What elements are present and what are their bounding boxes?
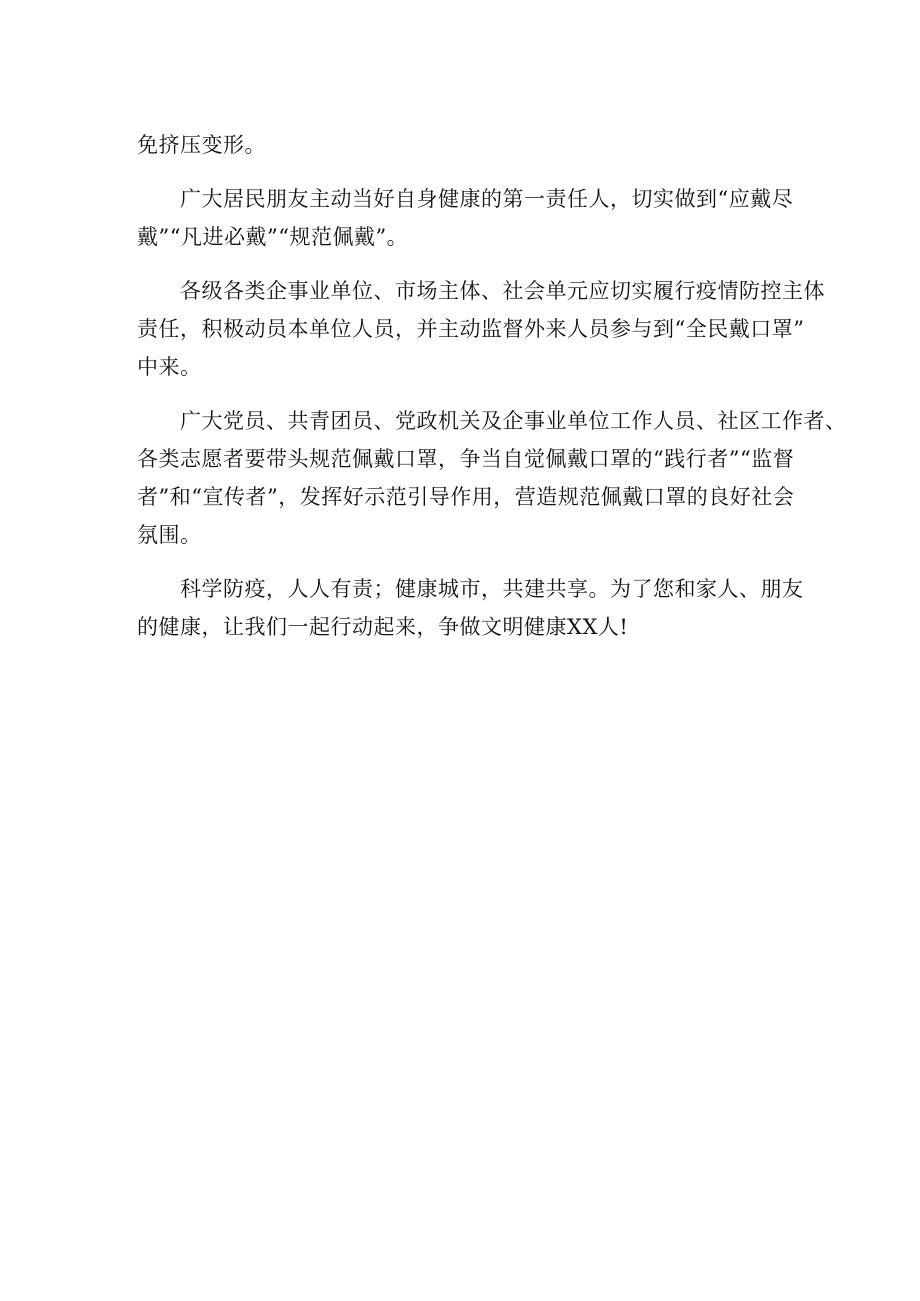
- paragraph-line: 各级各类企事业单位、市场主体、社会单元应切实履行疫情防控主体: [180, 279, 825, 303]
- paragraph-line: 戴”“凡进必戴”“规范佩戴”。: [137, 225, 409, 249]
- paragraph-line: 广大党员、共青团员、党政机关及企事业单位工作人员、社区工作者、: [180, 409, 847, 433]
- paragraph-line: 广大居民朋友主动当好自身健康的第一责任人，切实做到“应戴尽: [180, 187, 794, 211]
- paragraph-5: [137, 570, 804, 646]
- paragraph-line: 中来。: [137, 355, 202, 379]
- paragraph-line: 氛围。: [137, 523, 202, 547]
- paragraph-line: 责任，积极动员本单位人员，并主动监督外来人员参与到“全民戴口罩”: [137, 317, 805, 341]
- paragraph-line: 的健康，让我们一起行动起来，争做文明健康XX人!: [137, 615, 629, 639]
- paragraph-2: [137, 180, 794, 256]
- paragraph-1: [137, 126, 783, 164]
- paragraph-line: 免挤压变形。: [137, 133, 266, 157]
- document-body: [137, 126, 847, 662]
- paragraph-4: [137, 402, 847, 554]
- paragraph-line: 科学防疫，人人有责；健康城市，共建共享。为了您和家人、朋友: [180, 577, 804, 601]
- paragraph-line: 各类志愿者要带头规范佩戴口罩，争当自觉佩戴口罩的“践行者”“监督: [137, 447, 795, 471]
- paragraph-3: [137, 272, 825, 386]
- paragraph-line: 者”和“宣传者”，发挥好示范引导作用，营造规范佩戴口罩的良好社会: [137, 485, 795, 509]
